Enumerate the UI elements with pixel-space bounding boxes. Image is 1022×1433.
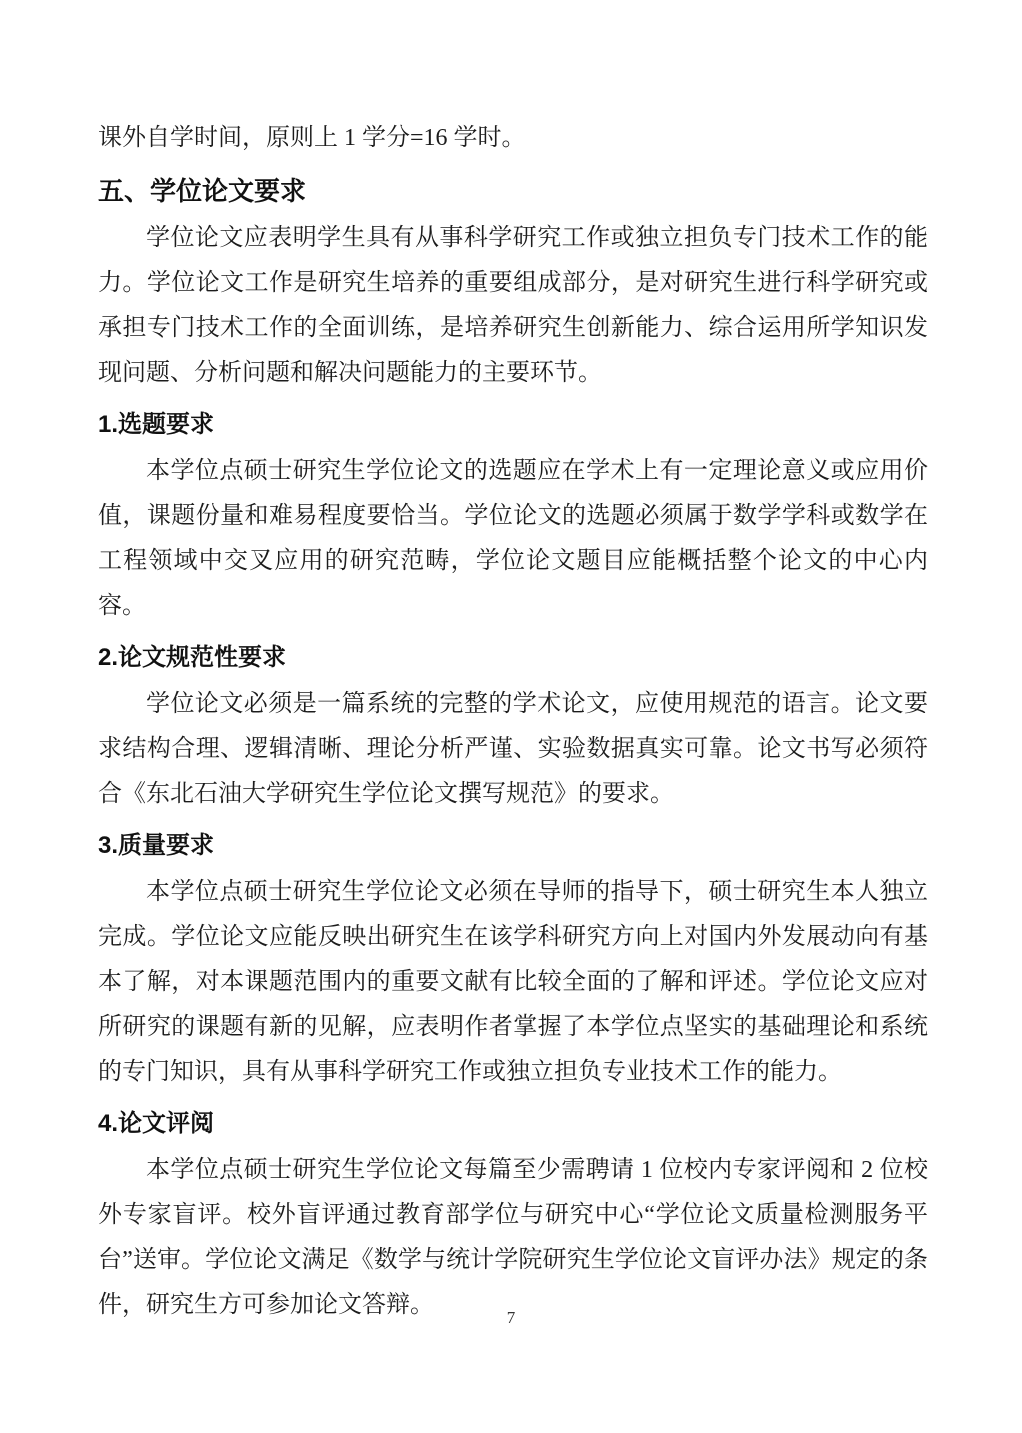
- subsection-heading-thesis-review: 4.论文评阅: [98, 1110, 215, 1137]
- paragraph-topic-requirements: 本学位点硕士研究生学位论文的选题应在学术上有一定理论意义或应用价值，课题份量和难易程度要恰当。学位论文的选题必须属于数学学科或数学在工程领域中交叉应用的研究范畴，学位论文题目应能概括整个论文的中心内容。: [98, 458, 928, 619]
- subsection-heading-quality-requirements: 3.质量要求: [98, 832, 215, 859]
- page-number: 7: [506, 1308, 516, 1327]
- subsection-heading-normative-requirements: 2.论文规范性要求: [98, 644, 287, 671]
- document-content: [98, 116, 928, 1328]
- paragraph-normative-requirements: 学位论文必须是一篇系统的完整的学术论文，应使用规范的语言。论文要求结构合理、逻辑清晰、理论分析严谨、实验数据真实可靠。论文书写必须符合《东北石油大学研究生学位论文撰写规范》的要求。: [98, 691, 928, 807]
- paragraph-continuation: 课外自学时间，原则上 1 学分=16 学时。: [98, 125, 526, 151]
- paragraph-thesis-overview: 学位论文应表明学生具有从事科学研究工作或独立担负专门技术工作的能力。学位论文工作是研究生培养的重要组成部分，是对研究生进行科学研究或承担专门技术工作的全面训练，是培养研究生创新能力、综合运用所学知识发现问题、分析问题和解决问题能力的主要环节。: [98, 225, 928, 386]
- subsection-heading-topic-requirements: 1.选题要求: [98, 411, 215, 438]
- paragraph-quality-requirements: 本学位点硕士研究生学位论文必须在导师的指导下，硕士研究生本人独立完成。学位论文应能反映出研究生在该学科研究方向上对国内外发展动向有基本了解，对本课题范围内的重要文献有比较全面的了解和评述。学位论文应对所研究的课题有新的见解，应表明作者掌握了本学位点坚实的基础理论和系统的专门知识，具有从事科学研究工作或独立担负专业技术工作的能力。: [98, 879, 928, 1085]
- paragraph-thesis-review: 本学位点硕士研究生学位论文每篇至少需聘请 1 位校内专家评阅和 2 位校外专家盲评。校外盲评通过教育部学位与研究中心“学位论文质量检测服务平台”送审。学位论文满足《数学与统计学院研究生学位论文盲评办法》规定的条件，研究生方可参加论文答辩。: [98, 1157, 928, 1318]
- section-heading-thesis-requirements: 五、学位论文要求: [98, 176, 307, 206]
